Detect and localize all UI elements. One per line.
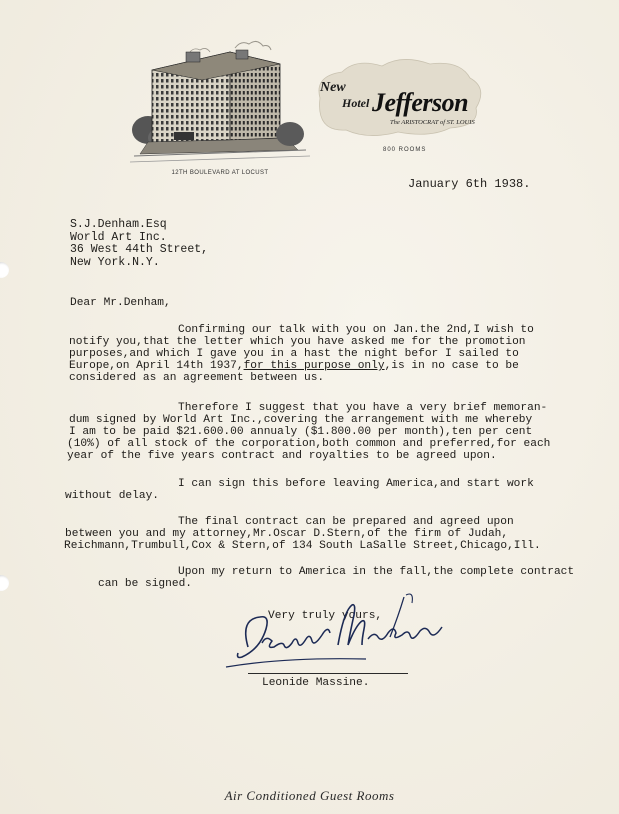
hotel-address: 12TH BOULEVARD AT LOCUST (171, 170, 269, 176)
p1-line-4-end: ,is in no case to be (384, 360, 519, 372)
p3-line-1: I can sign this before leaving America,and start work (178, 478, 534, 490)
hotel-logo (312, 58, 492, 138)
p2-line-2: dum signed by World Art Inc.,covering the arrangement with me whereby (69, 414, 533, 426)
p4-line-1: The final contract can be prepared and agreed upon (178, 516, 514, 528)
p1-underlined-phrase: for this purpose only (243, 360, 385, 372)
p2-line-3: I am to be paid $21.600.00 annualy ($1.800.00 per month),ten per cent (69, 426, 533, 438)
p2-line-1: Therefore I suggest that you have a very brief memoran- (178, 402, 548, 414)
p2-line-5: year of the five years contract and royalties to be agreed upon. (67, 450, 497, 462)
p1-line-4 (69, 360, 519, 372)
p1-line-5: considered as an agreement between us. (69, 372, 325, 384)
hotel-name: Jefferson (372, 88, 469, 117)
letter-date: January 6th 1938. (408, 177, 531, 191)
punch-hole-top (0, 262, 9, 278)
p1-line-1: Confirming our talk with you on Jan.the 2nd,I wish to (178, 324, 534, 336)
p1-line-3: purposes,and which I gave you in a hast the night befor I sailed to (69, 348, 519, 360)
p4-line-3: Reichmann,Trumbull,Cox & Stern,of 134 South LaSalle Street,Chicago,Ill. (64, 540, 541, 552)
hotel-rooms: 800 ROOMS (383, 147, 427, 153)
recipient-street: 36 West 44th Street, (70, 243, 209, 257)
recipient-address (70, 219, 208, 269)
closing: Very truly yours, (268, 610, 383, 622)
recipient-city: New York.N.Y. (70, 255, 160, 269)
recipient-name: S.J.Denham.Esq (70, 218, 167, 231)
p1-line-2: notify you,that the letter which you have asked me for the promotion (69, 336, 526, 348)
p2-line-4: (10%) of all stock of the corporation,both common and preferred,for each (67, 438, 551, 450)
p3-line-2: without delay. (65, 490, 159, 502)
hotel-building-illustration (130, 30, 310, 170)
handwritten-signature (220, 585, 460, 680)
p1-line-4-start: Europe,on April 14th 1937, (69, 360, 244, 372)
hotel-word-label: Hotel (342, 96, 370, 110)
hotel-tagline: The ARISTOCRAT of ST. LOUIS (390, 119, 475, 126)
p4-line-2: between you and my attorney,Mr.Oscar D.Stern,of the firm of Judah, (65, 528, 509, 540)
signature-line (248, 673, 408, 674)
p5-line-2: can be signed. (98, 578, 192, 590)
punch-hole-bottom (0, 575, 9, 591)
hotel-new-label: New (320, 80, 346, 95)
signer-name: Leonide Massine. (262, 677, 370, 689)
recipient-company: World Art Inc. (70, 230, 167, 244)
p5-line-1: Upon my return to America in the fall,the complete contract (178, 566, 575, 578)
letterhead-footer: Air Conditioned Guest Rooms (224, 788, 395, 803)
salutation: Dear Mr.Denham, (70, 297, 171, 309)
